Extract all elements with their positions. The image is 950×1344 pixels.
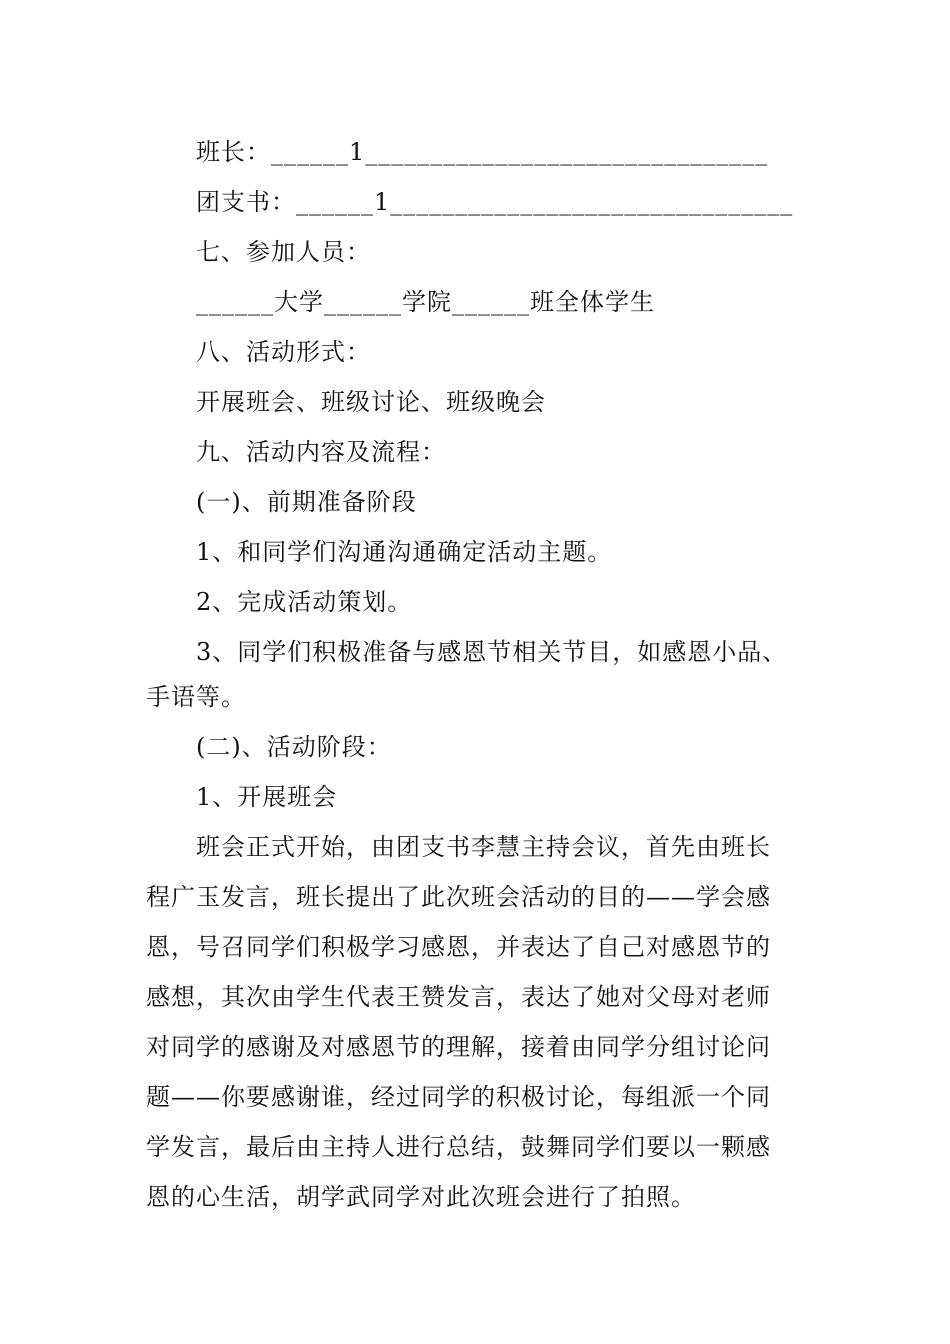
stage-1-item-1: 1、和同学们沟通沟通确定活动主题。	[196, 538, 613, 566]
league-secretary-line: 团支书：______1_______________________________	[196, 188, 794, 216]
section-7-title: 七、参加人员：	[196, 238, 371, 266]
stage-1-item-2: 2、完成活动策划。	[196, 588, 413, 616]
stage-1-item-3-line-2: 手语等。	[146, 683, 246, 711]
paragraph-line: 题——你要感谢谁，经过同学的积极讨论，每组派一个同	[146, 1083, 771, 1111]
stage-2-item-1: 1、开展班会	[196, 783, 338, 811]
stage-1-title: (一)、前期准备阶段	[196, 488, 417, 516]
paragraph-line: 感想，其次由学生代表王赞发言，表达了她对父母对老师	[146, 983, 771, 1011]
section-9-title: 九、活动内容及流程：	[196, 438, 446, 466]
stage-1-item-3-line-1: 3、同学们积极准备与感恩节相关节目，如感恩小品、	[196, 638, 788, 666]
paragraph-line: 对同学的感谢及对感恩节的理解，接着由同学分组讨论问	[146, 1033, 771, 1061]
class-meeting-paragraph	[146, 822, 810, 1222]
paragraph-line: 学发言，最后由主持人进行总结，鼓舞同学们要以一颗感	[146, 1133, 771, 1161]
section-8-body: 开展班会、班级讨论、班级晚会	[196, 388, 546, 416]
paragraph-line: 恩的心生活，胡学武同学对此次班会进行了拍照。	[146, 1183, 696, 1211]
section-8-title: 八、活动形式：	[196, 338, 371, 366]
section-7-body: ______大学______学院______班全体学生	[196, 288, 655, 316]
paragraph-line: 恩，号召同学们积极学习感恩，并表达了自己对感恩节的	[146, 933, 771, 961]
paragraph-line: 程广玉发言，班长提出了此次班会活动的目的——学会感	[146, 883, 771, 911]
paragraph-line: 班会正式开始，由团支书李慧主持会议，首先由班长	[196, 833, 771, 861]
monitor-line: 班长：______1_______________________________	[196, 138, 769, 166]
stage-2-title: (二)、活动阶段：	[196, 733, 392, 761]
